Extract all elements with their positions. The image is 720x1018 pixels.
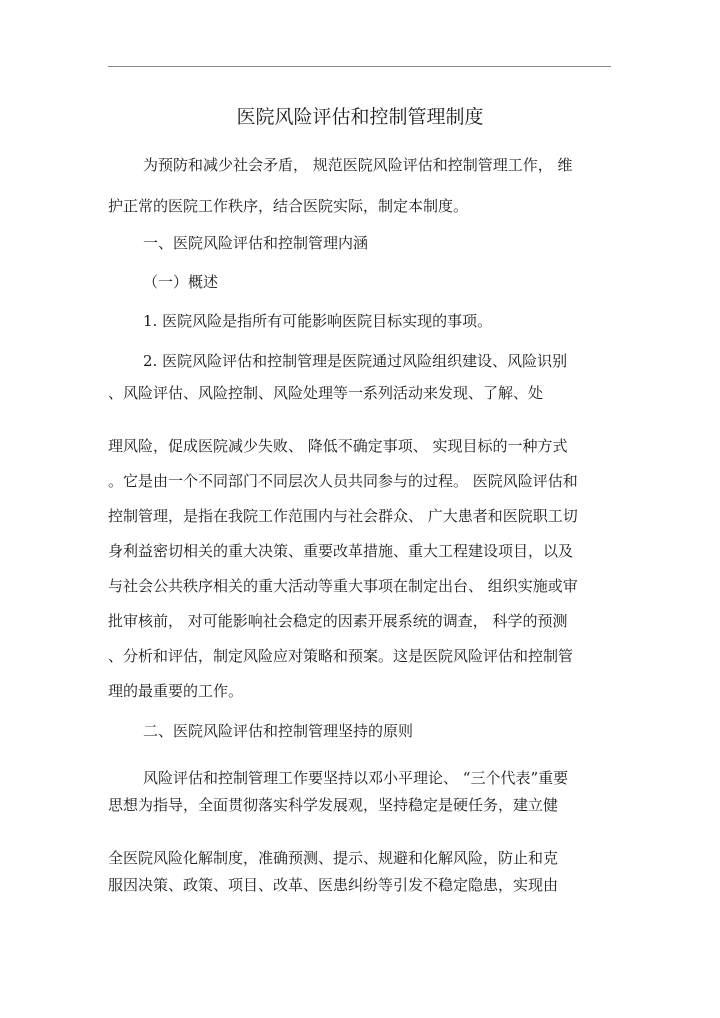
principle-line-4: 服因决策、政策、项目、改革、医患纠纷等引发不稳定隐患，实现由 <box>108 876 559 894</box>
intro-line-2: 护正常的医院工作秩序，结合医院实际，制定本制度。 <box>108 197 469 215</box>
document-title: 医院风险评估和控制管理制度 <box>236 106 484 128</box>
intro-line-1: 为预防和减少社会矛盾， 规范医院风险评估和控制管理工作， 维 <box>143 156 573 174</box>
top-rule <box>108 66 611 67</box>
principle-line-3: 全医院风险化解制度，准确预测、提示、规避和化解风险，防止和克 <box>108 849 559 867</box>
item-2-line-4: 。它是由一个不同部门不同层次人员共同参与的过程。 医院风险评估和 <box>108 472 578 490</box>
item-2-line-10: 理的最重要的工作。 <box>108 682 244 700</box>
section-heading-1: 一、医院风险评估和控制管理内涵 <box>143 234 369 252</box>
item-2-line-6: 身利益密切相关的重大决策、重要改革措施、重大工程建设项目，以及 <box>108 542 574 560</box>
subsection-heading-overview: （一）概述 <box>143 273 219 291</box>
principle-line-2: 思想为指导，全面贯彻落实科学发展观，坚持稳定是硬任务，建立健 <box>108 796 559 814</box>
item-2-line-5: 控制管理，是指在我院工作范围内与社会群众、 广大患者和医院职工切 <box>108 507 578 525</box>
principle-line-1: 风险评估和控制管理工作要坚持以邓小平理论、 “三个代表”重要 <box>143 769 569 787</box>
item-2-line-9: 、分析和评估，制定风险应对策略和预案。这是医院风险评估和控制管 <box>108 647 574 665</box>
item-1-line: 1. 医院风险是指所有可能影响医院目标实现的事项。 <box>143 312 493 330</box>
item-2-line-1: 2. 医院风险评估和控制管理是医院通过风险组织建设、风险识别 <box>143 352 568 370</box>
item-2-line-7: 与社会公共秩序相关的重大活动等重大事项在制定出台、 组织实施或审 <box>108 577 578 595</box>
section-heading-2: 二、医院风险评估和控制管理坚持的原则 <box>143 722 414 740</box>
item-2-line-8: 批审核前， 对可能影响社会稳定的因素开展系统的调查， 科学的预测 <box>108 612 568 630</box>
item-2-line-2: 、风险评估、风险控制、风险处理等一系列活动来发现、了解、处 <box>108 384 544 402</box>
item-2-line-3: 理风险，促成医院减少失败、 降低不确定事项、 实现目标的一种方式 <box>108 437 568 455</box>
